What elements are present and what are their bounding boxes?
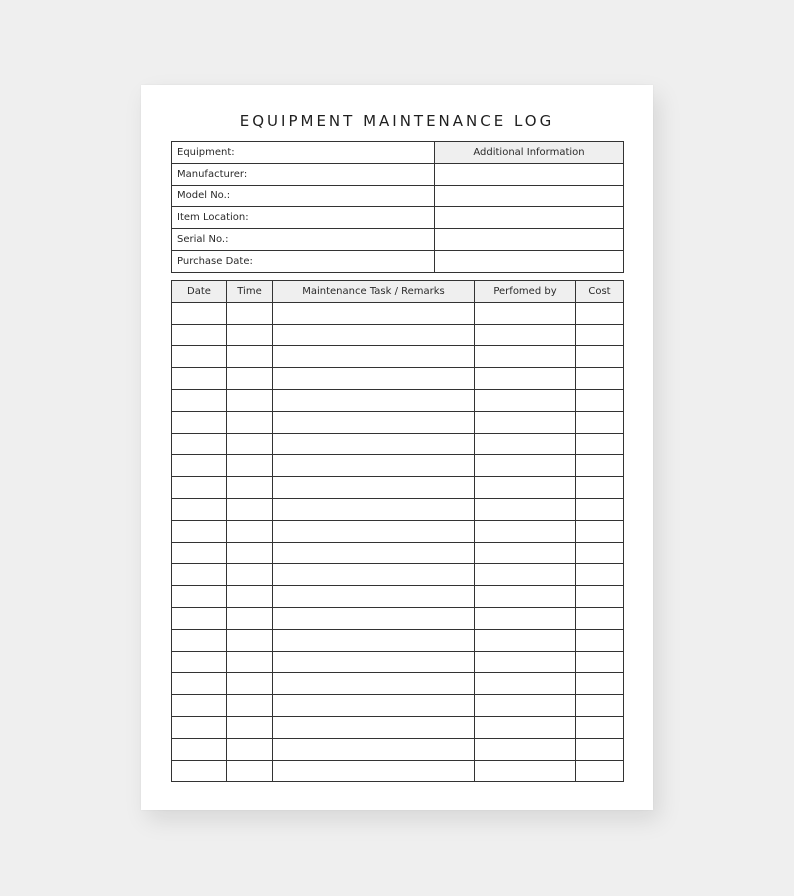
log-cell-time[interactable] <box>227 324 273 346</box>
log-cell-performed-by[interactable] <box>475 368 576 390</box>
log-cell-cost[interactable] <box>576 498 624 520</box>
info-label-model-no[interactable]: Model No.: <box>172 185 435 207</box>
log-cell-cost[interactable] <box>576 520 624 542</box>
log-cell-performed-by[interactable] <box>475 302 576 324</box>
info-row-item-location <box>172 207 624 229</box>
log-cell-performed-by[interactable] <box>475 695 576 717</box>
log-cell-time[interactable] <box>227 302 273 324</box>
log-cell-performed-by[interactable] <box>475 542 576 564</box>
log-row <box>172 673 624 695</box>
log-cell-time[interactable] <box>227 673 273 695</box>
additional-information-cell[interactable] <box>435 185 624 207</box>
info-row-model-no <box>172 185 624 207</box>
log-cell-date[interactable] <box>172 760 227 782</box>
log-row <box>172 564 624 586</box>
log-cell-date[interactable] <box>172 520 227 542</box>
log-cell-cost[interactable] <box>576 760 624 782</box>
log-cell-cost[interactable] <box>576 695 624 717</box>
log-cell-performed-by[interactable] <box>475 346 576 368</box>
log-cell-time[interactable] <box>227 695 273 717</box>
log-cell-task-remarks[interactable] <box>273 520 475 542</box>
log-cell-date[interactable] <box>172 411 227 433</box>
log-cell-cost[interactable] <box>576 738 624 760</box>
log-row <box>172 411 624 433</box>
log-cell-time[interactable] <box>227 716 273 738</box>
log-cell-date[interactable] <box>172 629 227 651</box>
log-cell-cost[interactable] <box>576 368 624 390</box>
log-row <box>172 302 624 324</box>
log-cell-date[interactable] <box>172 455 227 477</box>
info-label-item-location[interactable]: Item Location: <box>172 207 435 229</box>
log-cell-cost[interactable] <box>576 542 624 564</box>
log-cell-task-remarks[interactable] <box>273 455 475 477</box>
log-cell-time[interactable] <box>227 760 273 782</box>
log-cell-time[interactable] <box>227 564 273 586</box>
log-cell-task-remarks[interactable] <box>273 760 475 782</box>
column-header-date: Date <box>172 281 227 303</box>
log-cell-date[interactable] <box>172 695 227 717</box>
log-cell-date[interactable] <box>172 433 227 455</box>
log-cell-date[interactable] <box>172 302 227 324</box>
log-row <box>172 520 624 542</box>
log-cell-cost[interactable] <box>576 629 624 651</box>
info-row-purchase-date <box>172 250 624 272</box>
log-cell-task-remarks[interactable] <box>273 389 475 411</box>
log-cell-performed-by[interactable] <box>475 455 576 477</box>
log-cell-cost[interactable] <box>576 455 624 477</box>
log-cell-performed-by[interactable] <box>475 477 576 499</box>
column-header-time: Time <box>227 281 273 303</box>
log-cell-cost[interactable] <box>576 433 624 455</box>
log-row <box>172 368 624 390</box>
log-cell-time[interactable] <box>227 433 273 455</box>
log-cell-date[interactable] <box>172 651 227 673</box>
log-cell-performed-by[interactable] <box>475 324 576 346</box>
log-cell-date[interactable] <box>172 498 227 520</box>
info-row-equipment <box>172 142 624 164</box>
log-cell-time[interactable] <box>227 738 273 760</box>
log-row <box>172 346 624 368</box>
info-row-serial-no <box>172 229 624 251</box>
log-cell-performed-by[interactable] <box>475 433 576 455</box>
log-cell-date[interactable] <box>172 607 227 629</box>
log-row <box>172 629 624 651</box>
maintenance-log-table <box>171 280 624 782</box>
log-cell-cost[interactable] <box>576 411 624 433</box>
additional-information-cell[interactable] <box>435 163 624 185</box>
log-cell-time[interactable] <box>227 455 273 477</box>
info-label-purchase-date[interactable]: Purchase Date: <box>172 250 435 272</box>
log-cell-cost[interactable] <box>576 477 624 499</box>
log-cell-task-remarks[interactable] <box>273 302 475 324</box>
info-row-manufacturer <box>172 163 624 185</box>
log-cell-date[interactable] <box>172 368 227 390</box>
log-cell-task-remarks[interactable] <box>273 346 475 368</box>
log-cell-cost[interactable] <box>576 716 624 738</box>
log-cell-time[interactable] <box>227 542 273 564</box>
additional-information-cell[interactable] <box>435 229 624 251</box>
log-cell-date[interactable] <box>172 324 227 346</box>
log-cell-task-remarks[interactable] <box>273 651 475 673</box>
log-cell-time[interactable] <box>227 346 273 368</box>
log-cell-time[interactable] <box>227 498 273 520</box>
log-cell-cost[interactable] <box>576 324 624 346</box>
log-cell-date[interactable] <box>172 673 227 695</box>
log-cell-date[interactable] <box>172 564 227 586</box>
log-row <box>172 716 624 738</box>
log-row <box>172 651 624 673</box>
log-cell-performed-by[interactable] <box>475 564 576 586</box>
log-cell-performed-by[interactable] <box>475 520 576 542</box>
info-label-manufacturer[interactable]: Manufacturer: <box>172 163 435 185</box>
log-cell-task-remarks[interactable] <box>273 716 475 738</box>
log-cell-task-remarks[interactable] <box>273 695 475 717</box>
log-cell-task-remarks[interactable] <box>273 542 475 564</box>
log-cell-date[interactable] <box>172 542 227 564</box>
log-cell-task-remarks[interactable] <box>273 498 475 520</box>
log-row <box>172 498 624 520</box>
equipment-info-table <box>171 141 624 273</box>
additional-information-cell[interactable] <box>435 250 624 272</box>
log-row <box>172 389 624 411</box>
log-row <box>172 542 624 564</box>
log-cell-task-remarks[interactable] <box>273 586 475 608</box>
log-row <box>172 586 624 608</box>
log-cell-date[interactable] <box>172 716 227 738</box>
log-cell-performed-by[interactable] <box>475 760 576 782</box>
log-cell-performed-by[interactable] <box>475 673 576 695</box>
log-cell-task-remarks[interactable] <box>273 368 475 390</box>
log-cell-time[interactable] <box>227 629 273 651</box>
log-cell-date[interactable] <box>172 346 227 368</box>
form-sheet <box>141 85 653 810</box>
log-cell-performed-by[interactable] <box>475 651 576 673</box>
log-row <box>172 607 624 629</box>
log-cell-date[interactable] <box>172 477 227 499</box>
log-row <box>172 455 624 477</box>
log-cell-cost[interactable] <box>576 651 624 673</box>
log-cell-cost[interactable] <box>576 346 624 368</box>
log-cell-performed-by[interactable] <box>475 411 576 433</box>
log-cell-cost[interactable] <box>576 302 624 324</box>
column-header-task-remarks: Maintenance Task / Remarks <box>273 281 475 303</box>
log-cell-performed-by[interactable] <box>475 607 576 629</box>
log-cell-time[interactable] <box>227 411 273 433</box>
log-cell-task-remarks[interactable] <box>273 738 475 760</box>
log-cell-time[interactable] <box>227 607 273 629</box>
column-header-performed-by: Perfomed by <box>475 281 576 303</box>
info-label-equipment[interactable]: Equipment: <box>172 142 435 164</box>
log-cell-task-remarks[interactable] <box>273 324 475 346</box>
log-row <box>172 477 624 499</box>
additional-information-header: Additional Information <box>435 142 624 164</box>
log-row <box>172 738 624 760</box>
log-cell-cost[interactable] <box>576 607 624 629</box>
log-row <box>172 695 624 717</box>
log-cell-performed-by[interactable] <box>475 389 576 411</box>
log-cell-task-remarks[interactable] <box>273 607 475 629</box>
log-cell-time[interactable] <box>227 477 273 499</box>
log-row <box>172 760 624 782</box>
log-row <box>172 433 624 455</box>
column-header-cost: Cost <box>576 281 624 303</box>
log-cell-task-remarks[interactable] <box>273 564 475 586</box>
log-cell-cost[interactable] <box>576 586 624 608</box>
log-cell-cost[interactable] <box>576 673 624 695</box>
log-cell-performed-by[interactable] <box>475 498 576 520</box>
log-cell-task-remarks[interactable] <box>273 673 475 695</box>
log-cell-task-remarks[interactable] <box>273 411 475 433</box>
log-header-row <box>172 281 624 303</box>
log-cell-time[interactable] <box>227 520 273 542</box>
log-cell-time[interactable] <box>227 389 273 411</box>
log-cell-date[interactable] <box>172 738 227 760</box>
log-cell-task-remarks[interactable] <box>273 629 475 651</box>
log-row <box>172 324 624 346</box>
log-cell-performed-by[interactable] <box>475 716 576 738</box>
log-cell-performed-by[interactable] <box>475 586 576 608</box>
log-cell-time[interactable] <box>227 651 273 673</box>
log-cell-date[interactable] <box>172 586 227 608</box>
log-cell-task-remarks[interactable] <box>273 477 475 499</box>
info-label-serial-no[interactable]: Serial No.: <box>172 229 435 251</box>
additional-information-cell[interactable] <box>435 207 624 229</box>
log-cell-date[interactable] <box>172 389 227 411</box>
log-cell-performed-by[interactable] <box>475 629 576 651</box>
log-cell-cost[interactable] <box>576 389 624 411</box>
log-cell-cost[interactable] <box>576 564 624 586</box>
log-cell-time[interactable] <box>227 368 273 390</box>
log-cell-task-remarks[interactable] <box>273 433 475 455</box>
log-cell-performed-by[interactable] <box>475 738 576 760</box>
page-title: EQUIPMENT MAINTENANCE LOG <box>239 112 555 130</box>
log-cell-time[interactable] <box>227 586 273 608</box>
